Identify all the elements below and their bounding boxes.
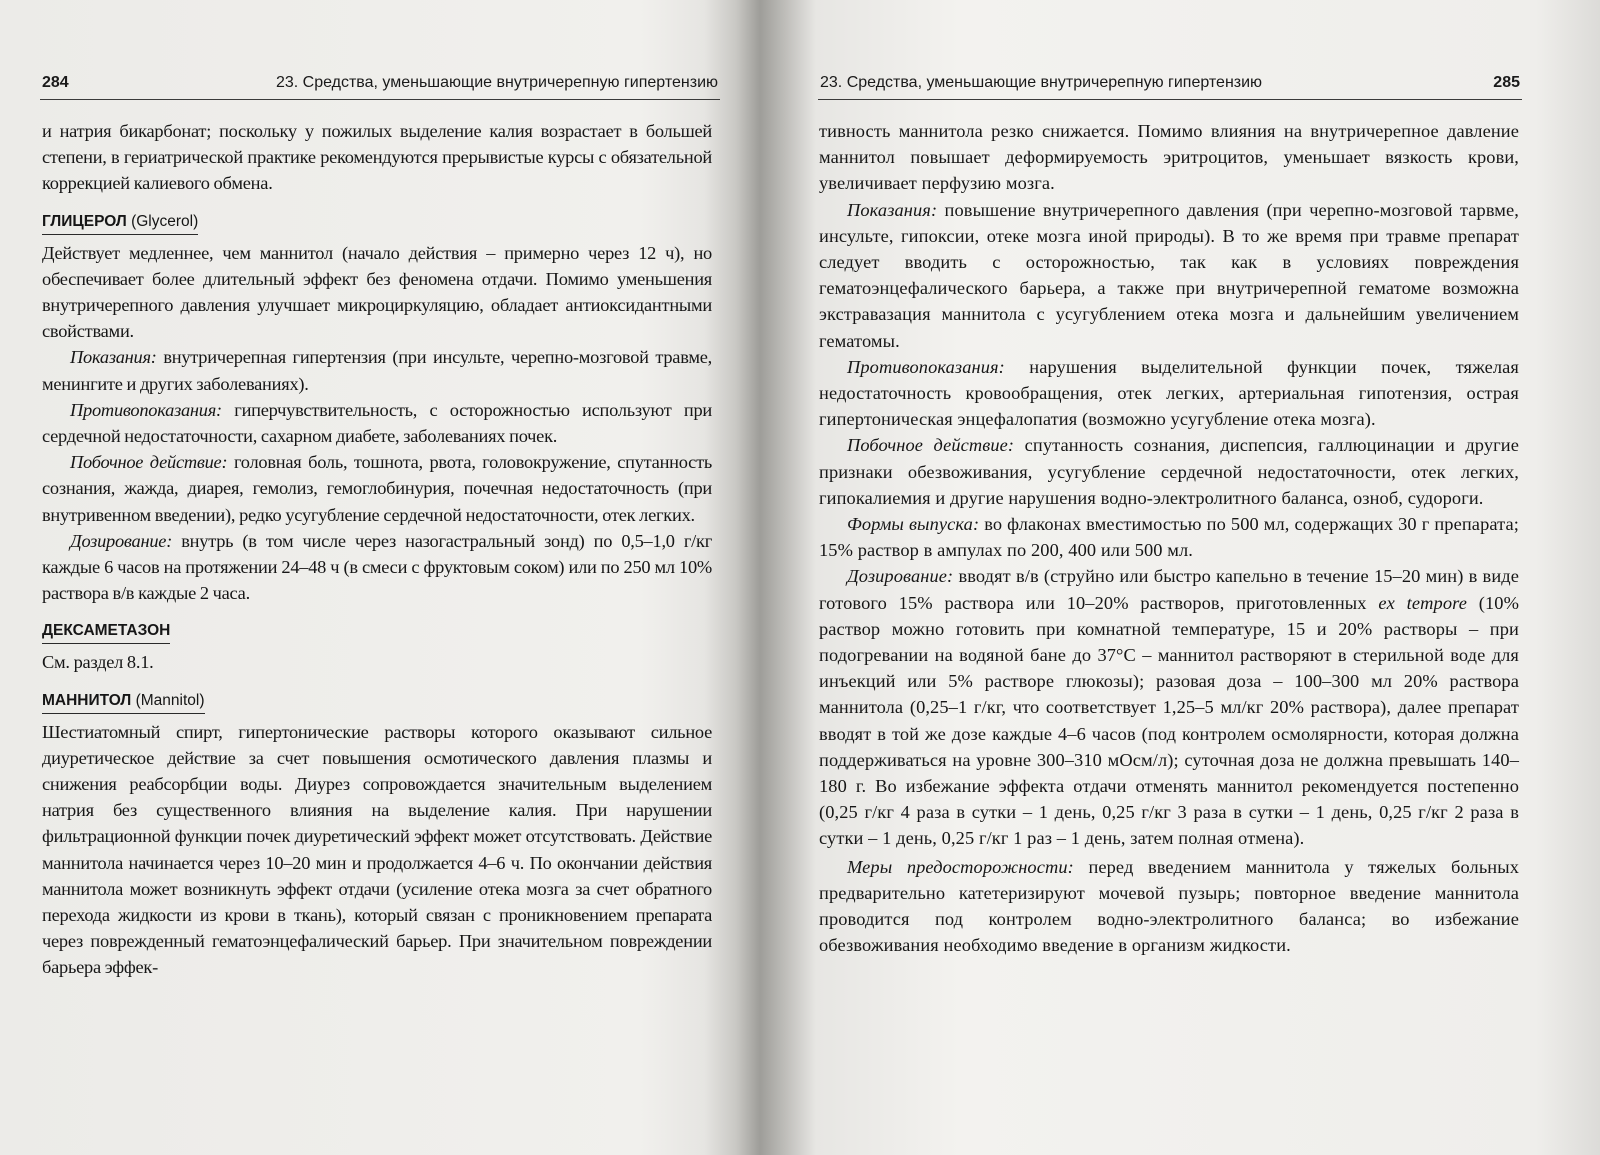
mannitol-indications [819,197,1519,354]
page-number: 285 [1493,74,1520,91]
heading-latin: (Glycerol) [131,212,199,230]
contraindications-label: Противопоказания: [847,356,1005,377]
glycerol-dosage [42,528,712,607]
indications-label: Показания: [70,347,157,368]
dosage-latin-term: ex tempore [1378,592,1467,613]
right-page-body [819,118,1519,959]
mannitol-contraindications [819,354,1519,433]
precautions-text: перед введением маннитола у тяжелых больных предварительно катетеризируют мочевой пузырь; повторное введение маннитола проводится под контролем водно-электролитного баланса; во избежание обезвоживания необходимо введение в организм жидкости. [819,856,1519,956]
left-page-body [42,118,712,981]
heading-name: ГЛИЦЕРОЛ [42,212,127,230]
running-head-left [42,74,718,96]
entry-heading-glycerol [42,211,198,235]
side-effects-text: спутанность сознания, диспепсия, галлюцинации и другие признаки обезвоживания, усугубление сердечной недостаточности, отек легких, гипокалиемия и другие нарушения водно-электролитного баланса, озноб, судороги. [819,435,1519,508]
precautions-label: Меры предосторожности: [847,856,1074,877]
running-title: 23. Средства, уменьшающие внутричерепную гипертензию [820,74,1263,91]
mannitol-description: Шестиатомный спирт, гипертонические растворы которого оказывают сильное диуретическое действие за счет повышения осмотического давления плазмы и снижения реабсорбции воды. Диурез сопровождается значительным выделением натрия без существенного влияния на выделение калия. При нарушении фильтрационной функции почек диуретический эффект может отсутствовать. Действие маннитола начинается через 10–20 мин и продолжается 4–6 ч. По окончании действия маннитола может возникнуть эффект отдачи (усиление отека мозга за счет обратного перехода жидкости из крови в ткань), который связан с проникновением препарата через поврежденный гематоэнцефалический барьер. При значительном повреждении барьера эффек- [42,721,712,978]
left-page [0,0,760,1155]
glycerol-side-effects [42,449,712,528]
side-effects-text: головная боль, тошнота, рвота, головокружение, спутанность сознания, жажда, диарея, гемолиз, гемоглобинурия, почечная недостаточность (при внутривенном введении), редко усугубление сердечной недостаточности, отек легких. [42,452,712,525]
contraindications-text: гиперчувствительность, с осторожностью используют при сердечной недостаточности, сахарном диабете, заболеваниях почек. [42,399,712,447]
indications-text: повышение внутричерепного давления (при черепно-мозговой тарвме, инсульте, гипоксии, отеке мозга иной природы). В то же время при травме препарат следует вводить с осторожностью, так как в условиях повреждения гематоэнцефалического барьера, а также при внутричерепной гематоме возможна экстравазация маннитола с усугублением отека мозга и дальнейшим увеличением гематомы. [819,199,1519,351]
forms-label: Формы выпуска: [847,514,980,535]
indications-text: внутричерепная гипертензия (при инсульте, черепно-мозговой травме, менингите и других заболеваниях). [42,347,712,394]
dosage-label: Дозирование: [847,566,954,587]
glycerol-indications [42,344,712,396]
heading-name: ДЕКСАМЕТАЗОН [42,622,171,640]
contraindications-label: Противопоказания: [70,399,222,420]
dosage-text-part-2: (10% раствор можно готовить при комнатной температуре, 15 и 20% растворы – при подогревании на водяной бане до 37°С – маннитол растворяют в стерильной воде для инъекций или 5% растворе глюкозы); разовая доза – 100–300 мл 20% раствора маннитола (0,25–1 г/кг, что соответствует 1,25–5 мл/кг 20% раствора), далее препарат вводят в той же дозе каждые 4–6 часов (под контролем осмолярности, которая должна поддерживаться на уровне 300–310 мОсм/л); суточная доза не должна превышать 140–180 г. Во избежание эффекта отдачи отменять маннитол рекомендуется постепенно (0,25 г/кг 4 раза в сутки – 1 день, 0,25 г/кг 3 раза в сутки – 1 день, 0,25 г/кг 2 раза в сутки – 1 день, 0,25 г/кг 1 раз – 1 день, затем полная отмена). [819,592,1520,849]
header-rule [818,99,1522,100]
mannitol-continuation: тивность маннитола резко снижается. Помимо влияния на внутричерепное давление маннитол повышает деформируемость эритроцитов, уменьшает вязкость крови, увеличивает перфузию мозга. [819,121,1519,194]
glycerol-contraindications [42,397,712,449]
header-rule [40,99,720,100]
dosage-label: Дозирование: [70,530,173,551]
mannitol-dosage [819,563,1519,851]
glycerol-description: Действует медленнее, чем маннитол (начало действия – примерно через 12 ч), но обеспечивает более длительный эффект без феномена отдачи. Помимо уменьшения внутричерепного давления улучшает микроциркуляцию, обладает антиоксидантными свойствами. [42,242,712,342]
mannitol-precautions [819,854,1519,959]
intro-paragraph: и натрия бикарбонат; поскольку у пожилых выделение калия возрастает в большей степени, в гериатрической практике рекомендуются прерывистые курсы с обязательной коррекцией калиевого обмена. [42,121,712,194]
side-effects-label: Побочное действие: [847,435,1015,456]
dexamethasone-reference: См. раздел 8.1. [42,652,154,673]
heading-name: МАННИТОЛ [42,691,132,709]
running-head-right [820,74,1520,96]
dosage-text: внутрь (в том числе через назогастральный зонд) по 0,5–1,0 г/кг каждые 6 часов на протяжении 24–48 ч (в смеси с фруктовым соком) или по 250 мл 10% раствора в/в каждые 2 часа. [42,530,712,604]
entry-heading-dexamethasone [42,620,170,644]
entry-heading-mannitol [42,690,205,714]
mannitol-side-effects [819,432,1519,511]
running-title: 23. Средства, уменьшающие внутричерепную гипертензию [275,74,718,91]
indications-label: Показания: [847,199,938,220]
mannitol-forms [819,511,1519,563]
forms-text: во флаконах вместимостью по 500 мл, содержащих 30 г препарата; 15% раствор в ампулах по 200, 400 или 500 мл. [819,514,1519,561]
page-number: 284 [42,74,69,91]
side-effects-label: Побочное действие: [70,452,228,473]
heading-latin: (Mannitol) [135,691,205,709]
right-page [800,0,1600,1155]
contraindications-text: нарушения выделительной функции почек, тяжелая недостаточность кровообращения, отек легких, артериальная гипотензия, острая гипертоническая энцефалопатия (возможно усугубление отека мозга). [819,356,1519,430]
dosage-text-part-1: вводят в/в (струйно или быстро капельно в течение 15–20 мин) в виде готового 15% раствора или 10–20% растворов, приготовленных [819,566,1519,613]
